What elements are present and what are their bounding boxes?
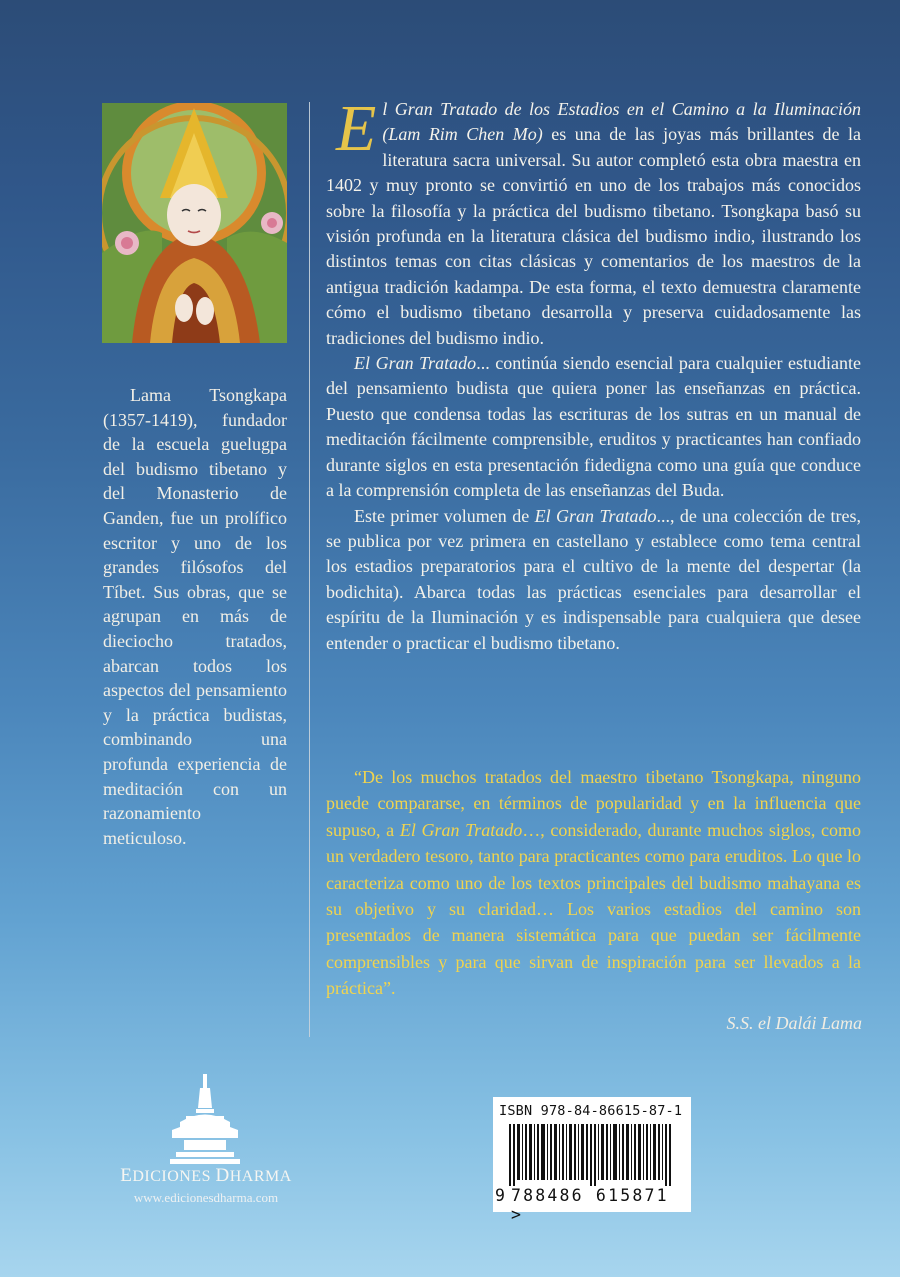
paragraph-1-text: es una de las joyas más brillantes de la literatura sacra universal. Su autor completó esta obra maestra en 1402 y muy pronto se convirtió en uno de los trabajos más conocidos sobre la filosofía y la práctica del budismo tibetano. Tsongkapa basó su visión profunda en la literatura clásica del budismo indio, ilustrando los distintos temas con citas clásicas y comentarios de los maestros de la antigua tradición kadampa. De esta forma, el texto demuestra claramente cómo el budismo tibetano desarrolla y preserva cuidadosamente las tradiciones del budismo indio.: [326, 124, 862, 348]
barcode-digit-groups: 788486 615871 >: [511, 1186, 669, 1224]
portrait-caption: [103, 383, 287, 850]
main-description: [326, 92, 862, 656]
paragraph-2-text: ... continúa siendo esencial para cualquier estudiante del pensamiento budista que quiera poner las enseñanzas en práctica. Puesto que condensa todas las escrituras de los sutras en un manual de meditación fácilmente comprensible, eruditos y practicantes han confiado durante siglos en esta presentación fidedigna como una guía que conduce a la comprensión completa de las enseñanzas del Buda.: [326, 353, 861, 501]
isbn-barcode: [493, 1097, 691, 1224]
quote-rest: …, considerado, durante muchos siglos, como un verdadero tesoro, tanto para practicantes como para eruditos. Lo que lo caracteriza como uno de los textos principales del budismo mahayana es su objetivo y su claridad… Los varios estadios del camino son presentados de manera sistemática para que puedan ser fácilmente comprensibles y para que sirvan de inspiración para ser llevados a la práctica”.: [326, 819, 861, 999]
column-divider: [309, 102, 310, 1037]
paragraph-1: [326, 92, 862, 351]
caption-text: Lama Tsongkapa (1357-1419), fundador de la escuela guelugpa del budismo tibetano y del Monasterio de Ganden, fue un prolífico escritor y uno de los grandes filósofos del Tíbet. Sus obras, que se agrupan en más de dieciocho tratados, abarcan todos los aspectos del pensamiento y la práctica budistas, combinando una profunda experiencia de meditación con un razonamiento meticuloso.: [103, 385, 287, 848]
barcode-bars: [507, 1124, 677, 1186]
quote-attribution: S.S. el Dalái Lama: [726, 1013, 862, 1033]
paragraph-2: [326, 351, 861, 503]
stupa-logo-icon: [150, 1072, 260, 1168]
publisher-website: www.edicionesdharma.com: [133, 1190, 279, 1205]
book-title: l Gran Tratado de los Estadios en el Camino a la Iluminación (Lam Rim Chen Mo): [382, 99, 861, 145]
tsongkapa-portrait: [102, 103, 287, 343]
paragraph-3-lead: Este primer volumen de: [354, 505, 535, 526]
paragraph-3-text: ..., de una colección de tres, se publica por vez primera en castellano y establece como tema central los estadios preparatorios para el cultivo de la mente del despertar (la bodichita). Abarca todas las prácticas esenciales para desarrollar el espíritu de la Iluminación y es indispensable para cualquiera que desee entender o practicar el budismo tibetano.: [326, 505, 861, 653]
quote-text: [326, 764, 861, 1002]
book-title-short: El Gran Tratado: [534, 505, 657, 526]
dalai-lama-quote: [326, 764, 861, 1002]
publisher-name: EDICIONES DHARMA: [120, 1165, 292, 1186]
book-title-short: El Gran Tratado: [354, 353, 477, 374]
paragraph-3: [326, 504, 861, 656]
barcode-lead-digit: 9: [495, 1186, 508, 1205]
drop-cap: E: [336, 92, 377, 165]
quote-lead: “De los muchos tratados del maestro tibetano Tsongkapa, ninguno puede compararse, en términos de popularidad y en la influencia que supuso, a: [326, 767, 861, 840]
quote-book-title: El Gran Tratado: [399, 819, 523, 840]
isbn-label: ISBN 978-84-86615-87-1: [499, 1103, 683, 1119]
